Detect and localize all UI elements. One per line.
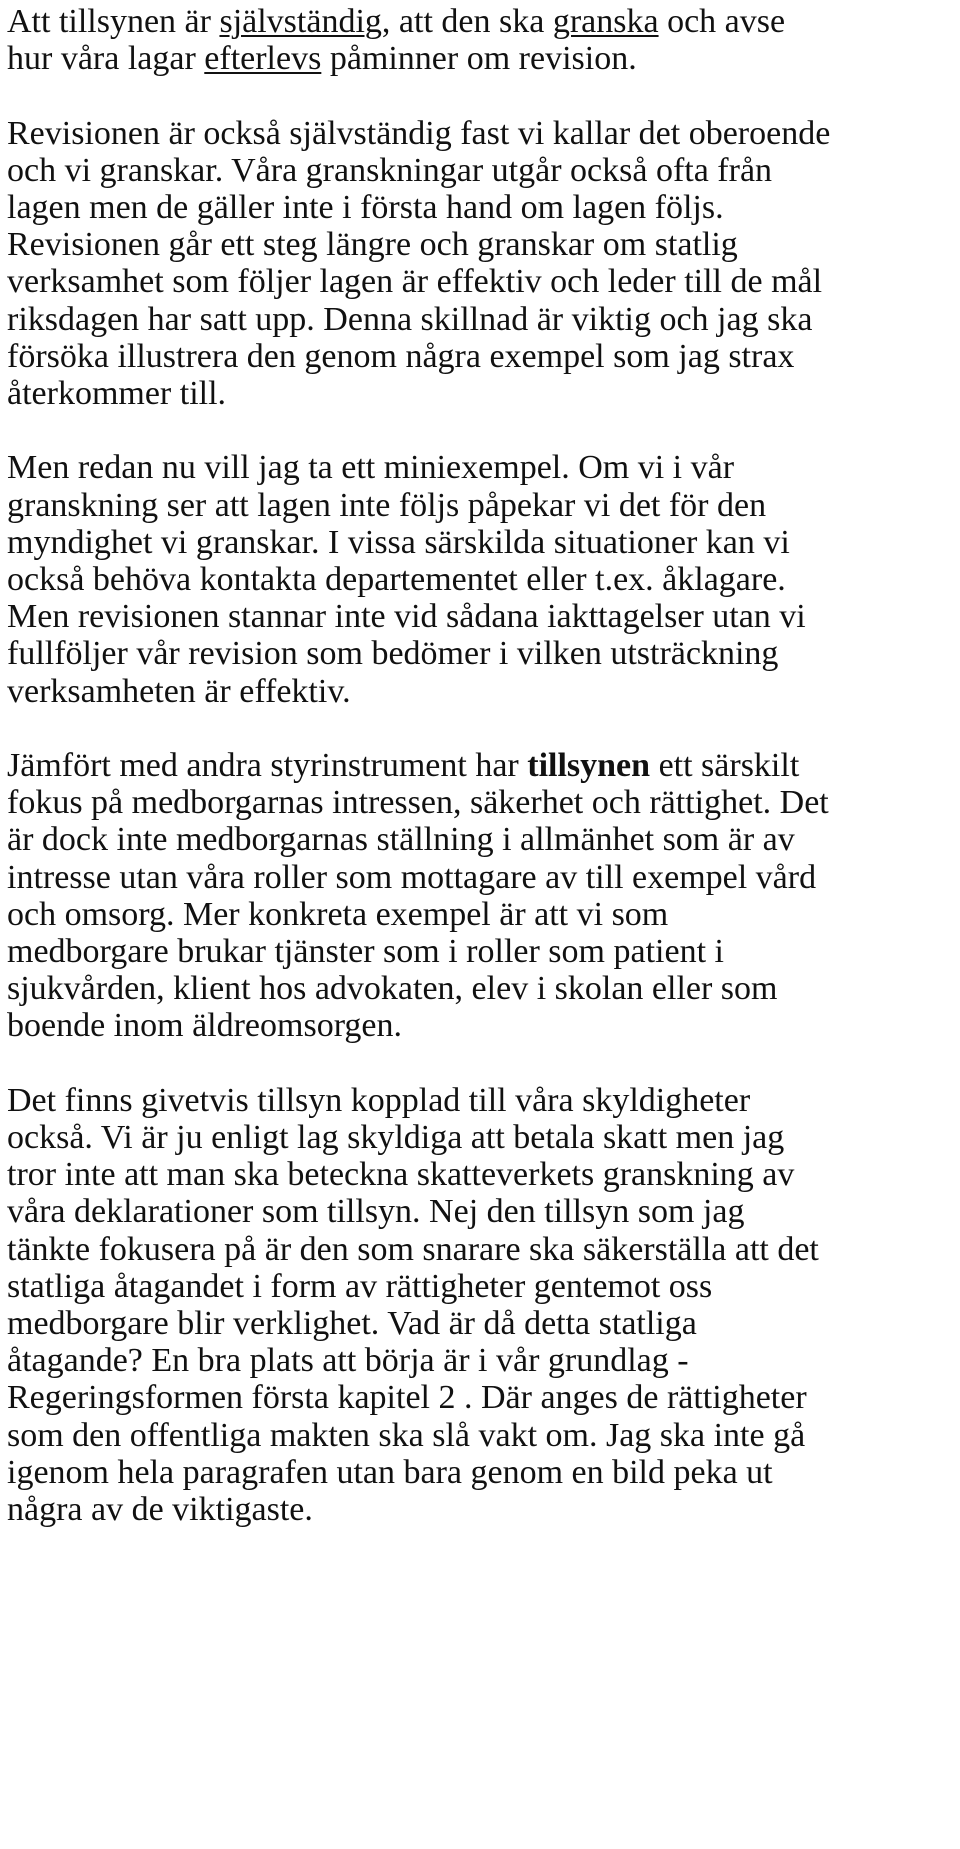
text-run: och avse — [658, 3, 786, 40]
text-line — [7, 1006, 402, 1046]
text-line — [7, 114, 830, 154]
text-line — [7, 448, 734, 488]
text-line — [7, 151, 772, 191]
text-line — [7, 1230, 819, 1270]
text-line — [7, 858, 816, 898]
text-run: också behöva kontakta departementet eller t.ex. åklagare. — [7, 561, 786, 598]
text-line — [7, 969, 777, 1009]
text-run: Revisionen är också självständig fast vi kallar det oberoende — [7, 114, 831, 152]
underlined-term: granska — [552, 3, 659, 40]
text-line — [7, 486, 766, 526]
text-run: Men redan nu vill jag ta ett miniexempel. Om vi i vår — [7, 449, 735, 487]
text-line — [7, 337, 794, 377]
bold-term: tillsynen — [527, 747, 651, 784]
text-line — [7, 2, 785, 42]
text-line — [7, 597, 806, 637]
text-run: som den offentliga makten ska slå vakt om. Jag ska inte gå — [7, 1416, 806, 1454]
text-run: medborgare brukar tjänster som i roller som patient i — [7, 933, 724, 970]
text-run: Jämfört med andra styrinstrument har — [7, 747, 528, 784]
text-run: också. Vi är ju enligt lag skyldiga att betala skatt men jag — [7, 1119, 785, 1156]
text-run: och omsorg. Mer konkreta exempel är att vi som — [7, 895, 669, 933]
text-run: medborgare blir verklighet. Vad är då detta statliga — [7, 1305, 697, 1342]
text-run: fokus på medborgarnas intressen, säkerhet och rättighet. Det — [7, 784, 829, 822]
text-line — [7, 672, 351, 712]
text-run: hur våra lagar — [7, 40, 205, 78]
text-run: Regeringsformen första kapitel 2 . Där anges de rättigheter — [7, 1379, 807, 1417]
text-run: åtagande? En bra plats att börja är i vår grundlag - — [7, 1342, 689, 1380]
text-run: återkommer till. — [7, 375, 227, 412]
text-line — [7, 300, 812, 340]
text-line — [7, 1155, 794, 1195]
text-run: tänkte fokusera på är den som snarare ska säkerställa att det — [7, 1230, 819, 1268]
text-line — [7, 1267, 712, 1307]
text-run: några av de viktigaste. — [7, 1491, 313, 1528]
text-run: Det finns givetvis tillsyn kopplad till våra skyldigheter — [7, 1081, 751, 1119]
text-run: intresse utan våra roller som mottagare av till exempel vård — [7, 858, 817, 896]
text-run: Att tillsynen är — [7, 3, 220, 40]
text-run: påminner om revision. — [321, 40, 637, 78]
text-run: myndighet vi granskar. I vissa särskilda situationer kan vi — [7, 523, 790, 561]
text-line — [7, 1081, 750, 1121]
text-line — [7, 895, 668, 935]
text-line — [7, 1416, 805, 1456]
text-line — [7, 225, 738, 265]
text-line — [7, 1453, 773, 1493]
text-line — [7, 634, 778, 674]
text-run: Revisionen går ett steg längre och granskar om statlig — [7, 226, 738, 264]
text-line — [7, 783, 829, 823]
text-line — [7, 1192, 744, 1232]
text-run: Men revisionen stannar inte vid sådana iakttagelser utan vi — [7, 598, 806, 636]
text-line — [7, 1341, 689, 1381]
text-line — [7, 1118, 784, 1158]
text-run: försöka illustrera den genom några exempel som jag strax — [7, 337, 795, 375]
text-run: och vi granskar. Våra granskningar utgår också ofta från — [7, 151, 773, 189]
text-run: lagen men de gäller inte i första hand om lagen följs. — [7, 189, 724, 226]
text-run: igenom hela paragrafen utan bara genom en bild peka ut — [7, 1453, 773, 1491]
text-run: tror inte att man ska beteckna skatteverkets granskning av — [7, 1156, 795, 1194]
text-run: , att den ska — [381, 3, 553, 40]
text-run: boende inom äldreomsorgen. — [7, 1007, 403, 1045]
text-run: sjukvården, klient hos advokaten, elev i skolan eller som — [7, 970, 778, 1008]
text-line — [7, 39, 637, 79]
text-run: ett särskilt — [650, 747, 800, 784]
text-run: är dock inte medborgarnas ställning i allmänhet som är av — [7, 821, 795, 859]
text-run: granskning ser att lagen inte följs påpekar vi det för den — [7, 486, 767, 524]
text-line — [7, 188, 724, 228]
text-run: riksdagen har satt upp. Denna skillnad är viktig och jag ska — [7, 300, 813, 338]
underlined-term: efterlevs — [204, 40, 322, 78]
text-line — [7, 932, 724, 972]
underlined-term: självständig — [219, 3, 382, 40]
text-line — [7, 523, 790, 563]
text-line — [7, 262, 822, 302]
text-line — [7, 820, 795, 860]
text-run: statliga åtagandet i form av rättigheter gentemot oss — [7, 1267, 713, 1305]
text-line — [7, 374, 226, 414]
text-line — [7, 1490, 313, 1530]
text-run: våra deklarationer som tillsyn. Nej den tillsyn som jag — [7, 1193, 745, 1231]
text-line — [7, 1304, 697, 1344]
text-line — [7, 746, 799, 786]
text-line — [7, 1378, 807, 1418]
text-line — [7, 560, 786, 600]
text-run: fullföljer vår revision som bedömer i vilken utsträckning — [7, 635, 779, 673]
text-run: verksamheten är effektiv. — [7, 672, 351, 710]
text-run: verksamhet som följer lagen är effektiv och leder till de mål — [7, 263, 823, 301]
